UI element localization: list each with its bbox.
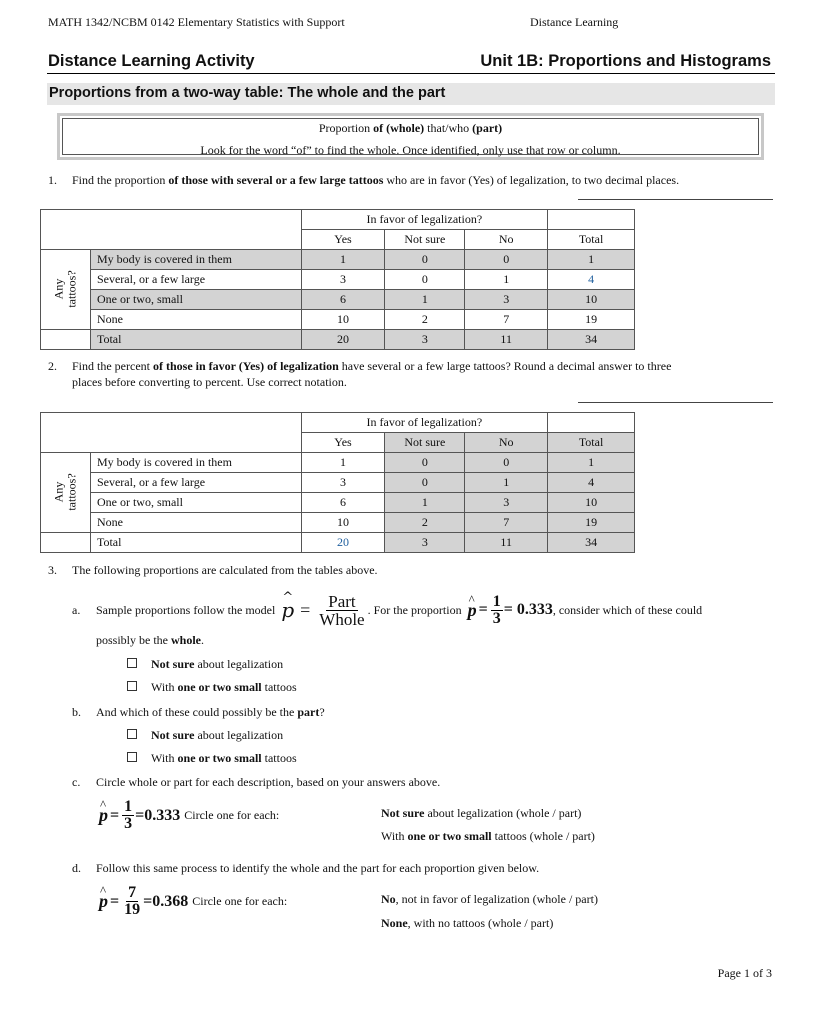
row-label: None (90, 310, 301, 330)
part-b-option-2[interactable] (127, 751, 297, 766)
part-b-text-c: ? (319, 705, 325, 719)
activity-title: Distance Learning Activity (48, 52, 255, 70)
table-cell-highlight: 20 (301, 533, 385, 553)
table-cell: 19 (548, 513, 635, 533)
item-bold: Not sure (381, 806, 425, 820)
checkbox[interactable] (127, 729, 137, 739)
part-b-text-a: And which of these could possibly be the (96, 705, 298, 719)
option-bold: Not sure (151, 728, 195, 742)
part-a-option-1[interactable] (127, 657, 283, 672)
p-hat-symbol: ^ p (99, 891, 108, 912)
table-cell: 1 (385, 290, 465, 310)
unit-title: Unit 1B: Proportions and Histograms (480, 52, 771, 70)
one-third-fraction (122, 799, 134, 832)
table-cell: 4 (548, 473, 635, 493)
part-d-text: Follow this same process to identify the whole and the part for each proportion given below. (96, 861, 540, 875)
formula-box (57, 113, 764, 160)
col-header: Not sure (385, 433, 465, 453)
option-text: tattoos (261, 751, 297, 765)
table-cell: 6 (301, 290, 385, 310)
table-group-header: In favor of legalization? (301, 210, 548, 230)
p-hat-symbol: ^ p (281, 598, 294, 622)
part-a-line (96, 588, 702, 632)
part-a-text: . (201, 633, 204, 647)
table-cell: 2 (385, 310, 465, 330)
circle-instruction: Circle one for each: (184, 808, 280, 822)
checkbox[interactable] (127, 658, 137, 668)
col-header: Total (548, 230, 635, 250)
part-d-formula (99, 885, 287, 918)
item-text: tattoos (whole / part) (491, 829, 595, 843)
table-blank (548, 210, 635, 230)
item-bold: No (381, 892, 396, 906)
row-label: My body is covered in them (90, 453, 301, 473)
option-text: about legalization (194, 657, 284, 671)
table-cell: 0 (385, 270, 465, 290)
row-label: My body is covered in them (90, 250, 301, 270)
part-a-text: . For the proportion (367, 602, 462, 617)
formula-text: Proportion (318, 121, 374, 135)
row-group-label: tattoos? (64, 473, 79, 511)
part-whole-fraction (317, 593, 366, 628)
checkbox[interactable] (127, 681, 137, 691)
table-cell: 0 (465, 453, 548, 473)
two-way-table-2 (40, 412, 635, 553)
formula-hint: Look for the word “of” to find the whole. Once identified, only use that row or column. (200, 143, 621, 157)
q1-number: 1. (48, 173, 57, 187)
col-header: Yes (301, 433, 385, 453)
col-header: Yes (301, 230, 385, 250)
seven-nineteenths-fraction (122, 885, 142, 918)
row-group-label: Any (51, 481, 66, 503)
title-divider (47, 73, 775, 74)
table-cell: 0 (385, 453, 465, 473)
q2-text (72, 358, 772, 390)
q1-text-a: Find the proportion (72, 173, 169, 187)
col-header: Not sure (385, 230, 465, 250)
item-bold: one or two small (407, 829, 492, 843)
q3-text: The following proportions are calculated from the tables above. (72, 563, 378, 577)
option-text: tattoos (261, 680, 297, 694)
part-c-letter: c. (72, 775, 81, 789)
course-header: MATH 1342/NCBM 0142 Elementary Statistics with Support (48, 15, 345, 29)
part-c-item-1[interactable] (381, 806, 581, 821)
table-cell: 3 (301, 270, 385, 290)
part-b-part: part (297, 705, 320, 719)
item-text: about legalization (whole / part) (424, 806, 582, 820)
fraction-denominator: Whole (319, 609, 365, 629)
table-cell-highlight: 4 (548, 270, 635, 290)
q3-number: 3. (48, 563, 57, 577)
p-hat-symbol: ^ p (99, 805, 108, 826)
part-c-formula (99, 799, 279, 832)
table-cell: 3 (465, 493, 548, 513)
table-cell: 0 (385, 473, 465, 493)
row-label: One or two, small (90, 290, 301, 310)
row-label: Total (90, 533, 301, 553)
equals-sign: = (110, 806, 120, 824)
mode-header: Distance Learning (530, 15, 619, 29)
row-group-header (41, 453, 91, 533)
q2-text-a: Find the percent (72, 359, 153, 373)
part-c-item-2[interactable] (381, 829, 595, 844)
formula-line (60, 121, 761, 136)
col-header: No (465, 433, 548, 453)
row-label: None (90, 513, 301, 533)
formula-text: that/who (424, 121, 473, 135)
item-text: , with no tattoos (whole / part) (407, 916, 554, 930)
row-label: Total (90, 330, 301, 350)
option-bold: one or two small (177, 680, 262, 694)
q1-text (72, 172, 772, 188)
table-cell: 0 (465, 250, 548, 270)
q2-text-d: places before converting to percent. Use correct notation. (72, 375, 347, 389)
table-cell: 10 (548, 493, 635, 513)
formula-whole: of (whole) (373, 121, 425, 135)
fraction-numerator: 7 (128, 884, 137, 901)
option-text: about legalization (194, 728, 284, 742)
part-d-item-2[interactable] (381, 916, 553, 931)
part-a-line2 (96, 633, 204, 648)
part-b-option-1[interactable] (127, 728, 283, 743)
part-c-text: Circle whole or part for each description, based on your answers above. (96, 775, 441, 789)
option-text: With (151, 680, 178, 694)
table-cell: 1 (548, 453, 635, 473)
table-cell: 11 (465, 533, 548, 553)
table-cell: 1 (548, 250, 635, 270)
table-cell: 20 (301, 330, 385, 350)
q2-number: 2. (48, 359, 57, 373)
proportion-value: =0.368 (143, 892, 189, 910)
checkbox[interactable] (127, 752, 137, 762)
fraction-denominator: 3 (124, 815, 133, 832)
item-text: With (381, 829, 408, 843)
section-title: Proportions from a two-way table: The whole and the part (49, 85, 446, 101)
table-blank (41, 533, 91, 553)
table-cell: 10 (301, 310, 385, 330)
col-header: Total (548, 433, 635, 453)
fraction-numerator: Part (328, 591, 356, 611)
page-number: Page 1 of 3 (717, 966, 772, 980)
q1-answer-line[interactable] (578, 199, 773, 200)
table-corner (41, 210, 302, 250)
row-label: Several, or a few large (90, 473, 301, 493)
part-a-text: possibly be the (96, 633, 171, 647)
part-d-letter: d. (72, 861, 81, 875)
proportion-value: = 0.333 (503, 601, 553, 618)
table-corner (41, 413, 302, 453)
table-cell: 1 (385, 493, 465, 513)
table-cell: 19 (548, 310, 635, 330)
row-label: One or two, small (90, 493, 301, 513)
table-cell: 34 (548, 330, 635, 350)
item-text: , not in favor of legalization (whole / part) (395, 892, 598, 906)
table-cell: 1 (465, 473, 548, 493)
two-way-table-1 (40, 209, 635, 350)
table-cell: 1 (465, 270, 548, 290)
part-d-item-1[interactable] (381, 892, 598, 907)
proportion-value: =0.333 (135, 806, 181, 824)
table-cell: 1 (301, 453, 385, 473)
table-cell: 7 (465, 513, 548, 533)
equals-sign: = (478, 601, 488, 618)
table-cell: 1 (301, 250, 385, 270)
part-a-letter: a. (72, 603, 81, 617)
q2-text-c: have several or a few large tattoos? Round a decimal answer to three (338, 359, 672, 373)
part-b-letter: b. (72, 705, 81, 719)
row-group-header (41, 250, 91, 330)
part-a-text: , consider which of these could (552, 602, 703, 617)
part-b-text (96, 705, 325, 720)
q2-answer-line[interactable] (578, 402, 773, 403)
equals-sign: = (110, 892, 120, 910)
one-third-fraction (491, 594, 503, 627)
option-bold: one or two small (177, 751, 262, 765)
fraction-denominator: 19 (124, 901, 141, 918)
row-group-label: tattoos? (64, 270, 79, 308)
row-group-label: Any (51, 278, 66, 300)
table-cell: 11 (465, 330, 548, 350)
fraction-numerator: 1 (124, 798, 133, 815)
part-a-option-2[interactable] (127, 680, 297, 695)
table-cell: 10 (301, 513, 385, 533)
table-blank (548, 413, 635, 433)
table-cell: 34 (548, 533, 635, 553)
table-cell: 6 (301, 493, 385, 513)
table-cell: 7 (465, 310, 548, 330)
table-blank (41, 330, 91, 350)
table-cell: 3 (465, 290, 548, 310)
q1-text-c: who are in favor (Yes) of legalization, to two decimal places. (383, 173, 680, 187)
table-cell: 2 (385, 513, 465, 533)
table-cell: 10 (548, 290, 635, 310)
option-bold: Not sure (151, 657, 195, 671)
table-group-header: In favor of legalization? (301, 413, 548, 433)
formula-part: (part) (472, 121, 503, 135)
equals-sign: = (300, 599, 311, 620)
p-hat-symbol: ^ p (468, 600, 477, 621)
table-cell: 0 (385, 250, 465, 270)
q1-text-bold: of those with several or a few large tattoos (168, 173, 384, 187)
part-a-whole: whole (171, 633, 201, 647)
table-cell: 3 (301, 473, 385, 493)
col-header: No (465, 230, 548, 250)
circle-instruction: Circle one for each: (192, 894, 288, 908)
row-label: Several, or a few large (90, 270, 301, 290)
table-cell: 3 (385, 330, 465, 350)
table-cell: 3 (385, 533, 465, 553)
part-a-text: Sample proportions follow the model (96, 602, 276, 617)
fraction-denominator: 3 (492, 609, 501, 627)
q2-text-bold: of those in favor (Yes) of legalization (152, 359, 339, 373)
fraction-numerator: 1 (492, 592, 501, 610)
item-bold: None (381, 916, 408, 930)
option-text: With (151, 751, 178, 765)
